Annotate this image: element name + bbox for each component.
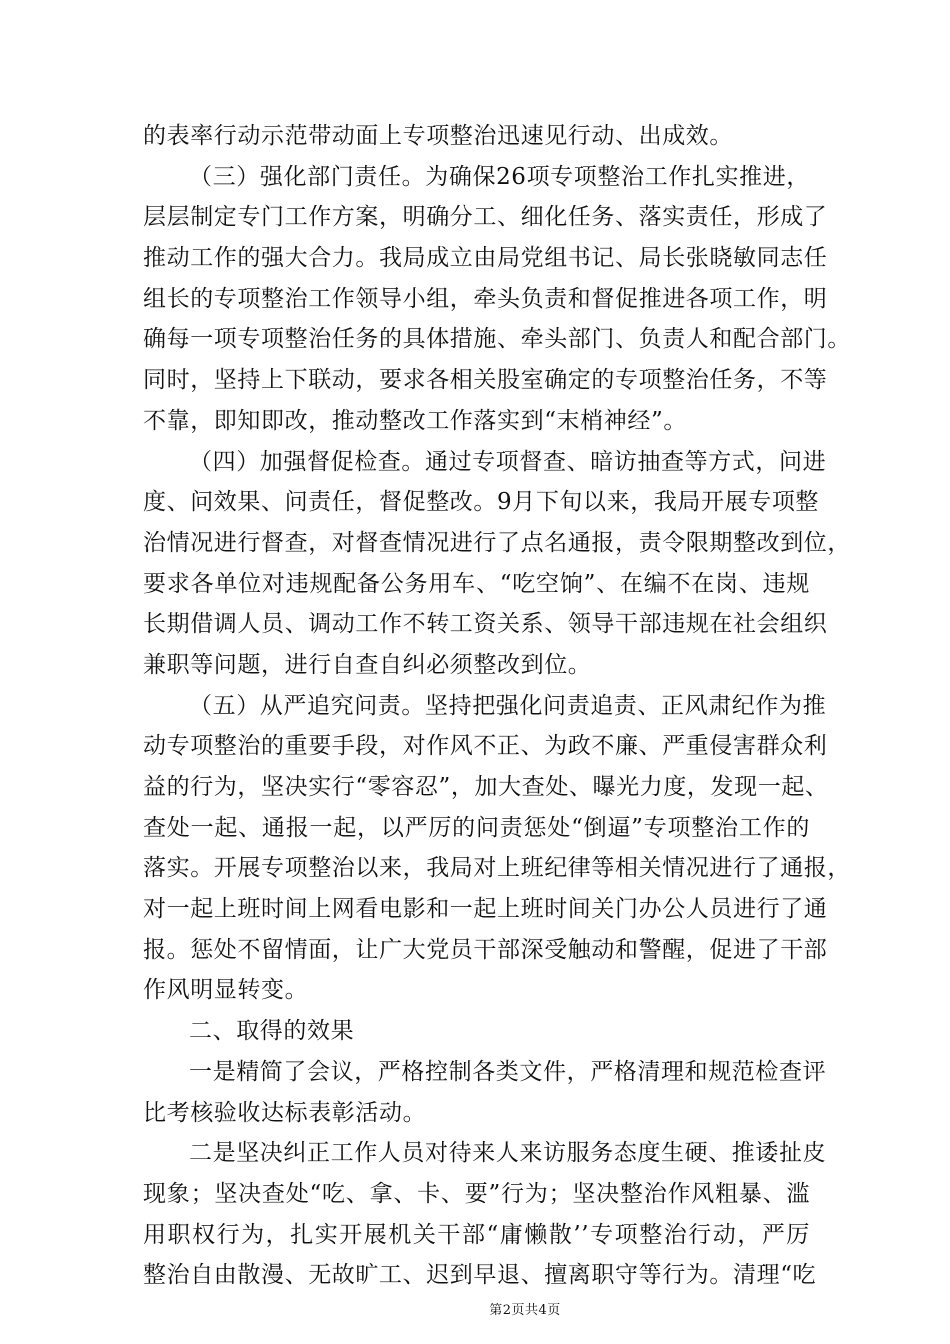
text-line: 对一起上班时间上网看电影和一起上班时间关门办公人员进行了通 [143, 896, 828, 923]
text-line: 动专项整治的重要手段，对作风不正、为政不廉、严重侵害群众利 [143, 733, 828, 760]
text-line: 整治自由散漫、无故旷工、迟到早退、擅离职守等行为。清理“吃 [143, 1262, 817, 1289]
text-line: 层层制定专门工作方案，明确分工、细化任务、落实责任，形成了 [143, 204, 828, 231]
text-line: 度、问效果、问责任，督促整改。9月下旬以来，我局开展专项整 [143, 489, 820, 516]
text-line: （三）强化部门责任。为确保26项专项整治工作扎实推进， [189, 163, 810, 190]
text-line: 的表率行动示范带动面上专项整治迅速见行动、出成效。 [143, 123, 733, 149]
text-line: 长期借调人员、调动工作不转工资关系、领导干部违规在社会组织 [143, 611, 828, 638]
text-line: （四）加强督促检查。通过专项督查、暗访抽查等方式，问进 [189, 448, 827, 475]
text-line: 不靠，即知即改，推动整改工作落实到“末梢神经”。 [143, 407, 687, 434]
text-line: （五）从严追究问责。坚持把强化问责追责、正风肃纪作为推 [189, 692, 827, 719]
text-line: 要求各单位对违规配备公务用车、“吃空饷”、在编不在岗、违规 [143, 570, 810, 597]
text-line: 一是精简了会议，严格控制各类文件，严格清理和规范检查评 [189, 1058, 827, 1085]
text-line: 现象；坚决查处“吃、拿、卡、要”行为；坚决整治作风粗暴、滥 [143, 1180, 810, 1207]
text-line: 推动工作的强大合力。我局成立由局党组书记、局长张晓敏同志任 [143, 245, 828, 272]
page-number-footer: 第2页共4页 [489, 1303, 561, 1318]
section-heading: 二、取得的效果 [189, 1018, 355, 1045]
text-line: 同时，坚持上下联动，要求各相关股室确定的专项整治任务，不等 [143, 367, 828, 394]
text-line: 确每一项专项整治任务的具体措施、牵头部门、负责人和配合部门。 [143, 326, 851, 353]
text-line: 比考核验收达标表彰活动。 [143, 1099, 427, 1126]
text-line: 查处一起、通报一起，以严厉的问责惩处“倒逼”专项整治工作的 [143, 814, 810, 841]
text-line: 作风明显转变。 [143, 977, 309, 1004]
document-body [143, 116, 851, 1296]
text-line: 治情况进行督查，对督查情况进行了点名通报，责令限期整改到位， [143, 529, 851, 556]
text-line: 用职权行为，扎实开展机关干部“庸懒散’’专项整治行动，严厉 [143, 1221, 810, 1248]
text-line: 组长的专项整治工作领导小组，牵头负责和督促推进各项工作，明 [143, 285, 828, 312]
text-line: 落实。开展专项整治以来，我局对上班纪律等相关情况进行了通报， [143, 855, 851, 882]
text-line: 报。惩处不留情面，让广大党员干部深受触动和警醒，促进了干部 [143, 936, 828, 963]
text-line: 二是坚决纠正工作人员对待来人来访服务态度生硬、推诿扯皮 [189, 1140, 827, 1167]
text-line: 益的行为，坚决实行“零容忍”，加大查处、曝光力度，发现一起、 [143, 774, 829, 800]
text-line: 兼职等问题，进行自查自纠必须整改到位。 [143, 651, 592, 678]
